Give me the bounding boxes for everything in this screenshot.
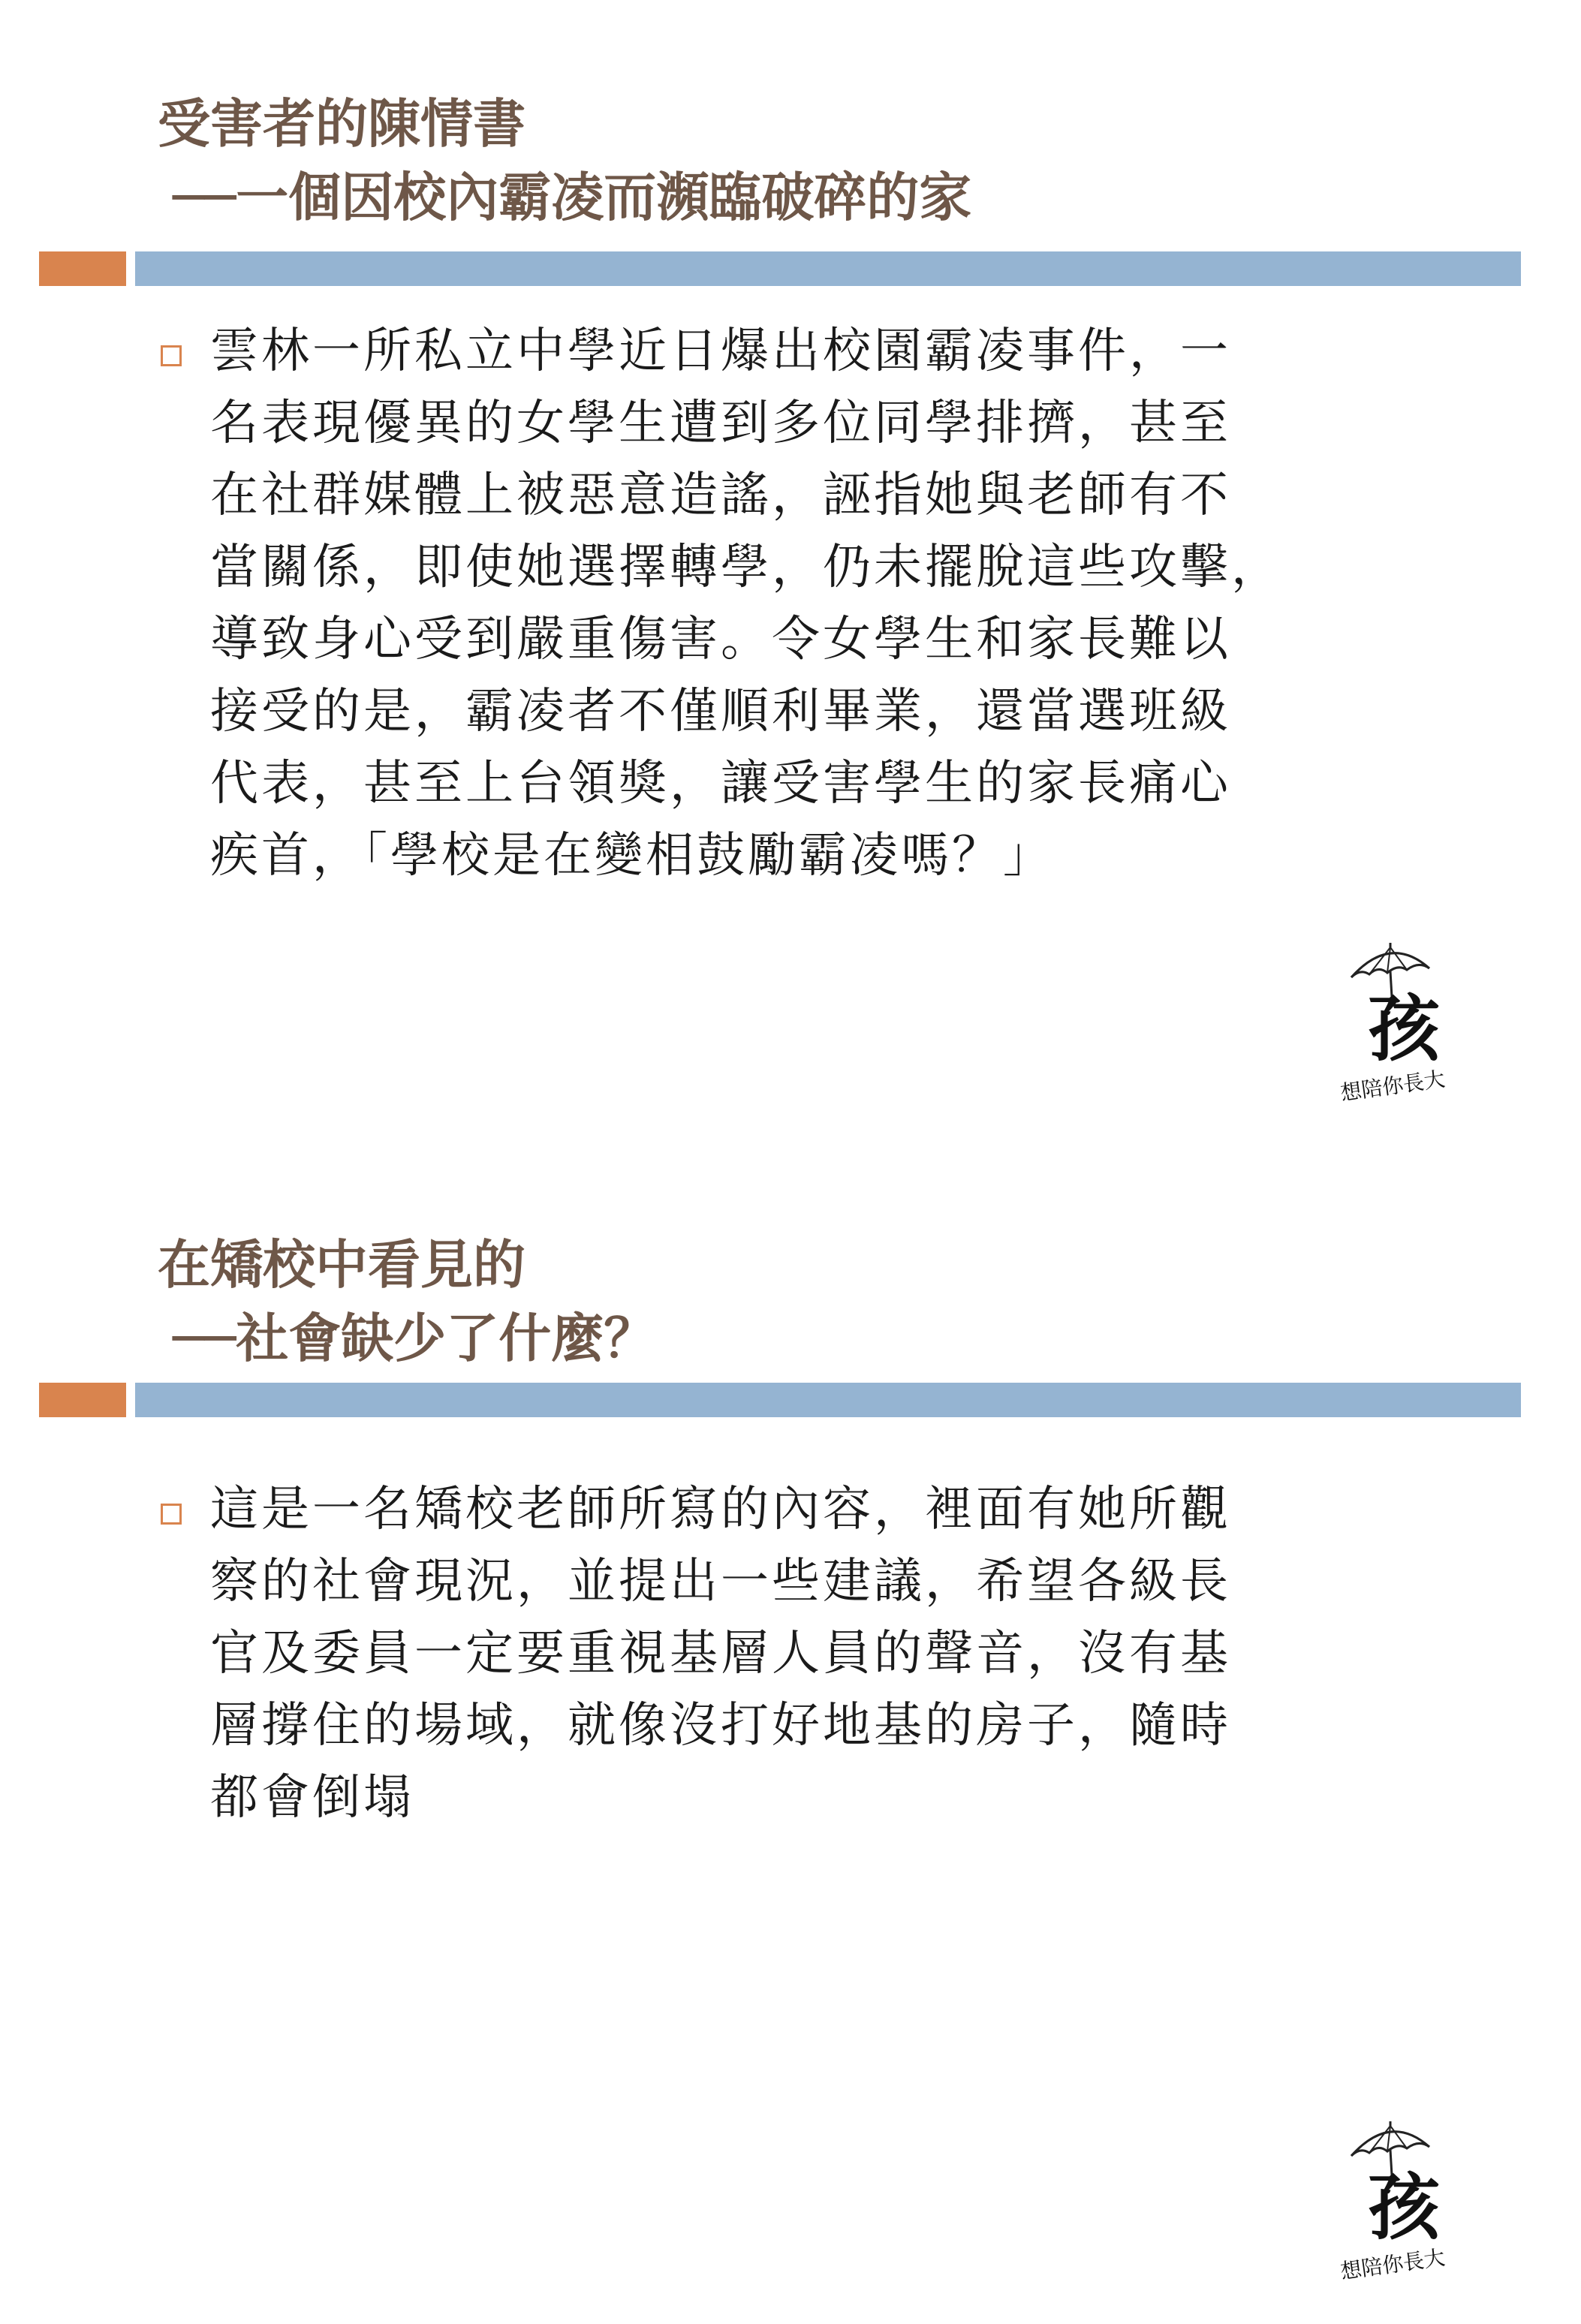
accent-bar-blue <box>135 251 1521 286</box>
body-line: 名表現優異的女學生遭到多位同學排擠，甚至 <box>210 396 1231 451</box>
body-line: 代表，甚至上台領獎，讓受害學生的家長痛心 <box>210 756 1231 811</box>
bullet-square-icon <box>161 345 182 366</box>
body-line: 都會倒塌 <box>210 1770 414 1826</box>
body-line: 層撐住的場域，就像沒打好地基的房子，隨時 <box>210 1698 1231 1754</box>
accent-bar-orange <box>39 1383 126 1417</box>
logo-slogan: 想陪你長大 <box>1339 1066 1447 1106</box>
body-paragraph <box>210 315 1419 892</box>
brand-logo <box>1336 938 1494 1133</box>
title-main: 受害者的陳情書 <box>158 93 525 155</box>
body-line: 雲林一所私立中學近日爆出校園霸凌事件，一 <box>210 324 1231 379</box>
body-line: 接受的是，霸凌者不僅順利畢業，還當選班級 <box>210 684 1231 739</box>
logo-character: 孩 <box>1368 986 1440 1071</box>
title-subtitle: ──社會缺少了什麼？ <box>173 1308 657 1369</box>
title-subtitle: ──一個因校內霸凌而瀕臨破碎的家 <box>173 167 972 228</box>
body-line: 官及委員一定要重視基層人員的聲音，沒有基 <box>210 1626 1231 1681</box>
slide-title <box>158 87 971 234</box>
bullet-square-icon <box>161 1504 182 1525</box>
slide-title <box>158 1228 656 1375</box>
body-line: 導致身心受到嚴重傷害。令女學生和家長難以 <box>210 612 1231 667</box>
title-main: 在矯校中看見的 <box>158 1234 525 1296</box>
body-line: 在社群媒體上被惡意造謠，誣指她與老師有不 <box>210 468 1231 523</box>
body-paragraph <box>210 1474 1419 1834</box>
brand-logo <box>1336 2117 1494 2312</box>
body-line: 這是一名矯校老師所寫的內容，裡面有她所觀 <box>210 1482 1231 1537</box>
accent-bar-blue <box>135 1383 1521 1417</box>
logo-slogan: 想陪你長大 <box>1339 2244 1447 2284</box>
accent-bar-orange <box>39 251 126 286</box>
body-line: 當關係，即使她選擇轉學，仍未擺脫這些攻擊， <box>210 540 1282 595</box>
body-line: 察的社會現況，並提出一些建議，希望各級長 <box>210 1554 1231 1609</box>
body-line: 疾首，「學校是在變相鼓勵霸凌嗎？」 <box>210 828 1054 884</box>
logo-character: 孩 <box>1368 2165 1440 2250</box>
